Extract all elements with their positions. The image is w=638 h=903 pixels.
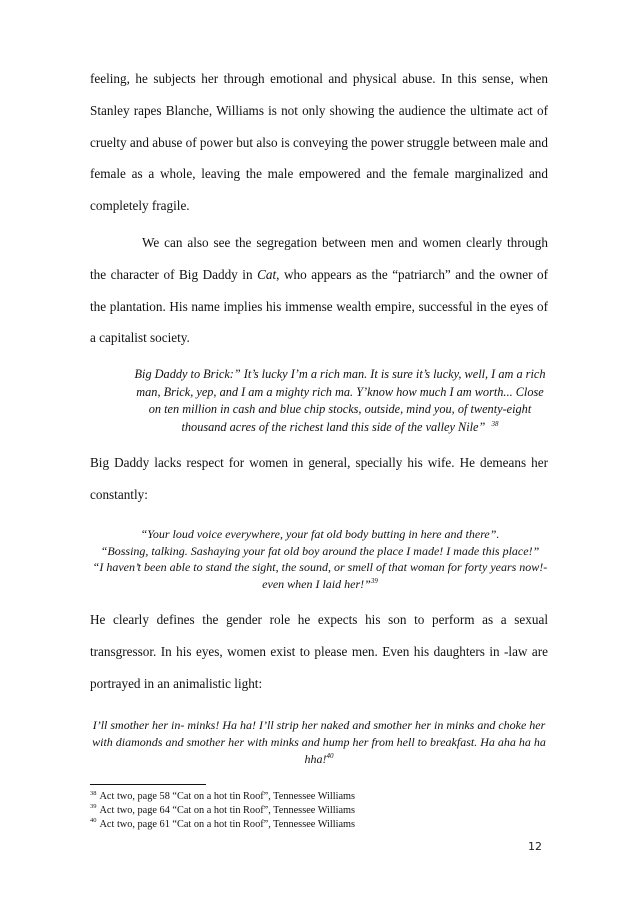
paragraph-lacks-respect (90, 447, 548, 511)
paragraph-lacks-respect-text: Big Daddy lacks respect for women in general, specially his wife. He demeans her constantly: (90, 455, 548, 502)
paragraph-gender-role (90, 604, 548, 699)
paragraph-abuse-text: feeling, he subjects her through emotional and physical abuse. In this sense, when Stanley rapes Blanche, Williams is not only showing the audience the ultimate act of cruelty and abuse of power but also is conveying the power struggle between male and female as a whole, leaving the male empowered and the female marginalized and completely fragile. (90, 71, 548, 214)
play-title-cat: Cat (257, 266, 277, 282)
paragraph-gender-role-text: He clearly defines the gender role he expects his son to perform as a sexual transgressor. In his eyes, women exist to please men. Even his daughters in -law are portrayed in an animalistic light: (90, 612, 548, 691)
footnote-ref-38: 38 (491, 419, 499, 428)
block-quote-minks (90, 717, 548, 768)
footnote-separator (90, 784, 206, 785)
footnote-38 (90, 790, 490, 804)
footnote-39 (90, 804, 490, 818)
footnote-number: 39 (90, 803, 97, 811)
quote-line-bossing: “Bossing, talking. Sashaying your fat old boy around the place I made! I made this place!” (100, 543, 540, 558)
footnote-text: Act two, page 58 “Cat on a hot tin Roof”, Tennessee Williams (99, 791, 356, 802)
footnote-text: Act two, page 64 “Cat on a hot tin Roof”, Tennessee Williams (99, 804, 356, 816)
block-quote-rich-man (130, 366, 550, 436)
paragraph-big-daddy-text-a: We can also see the segregation between men and women clearly through the character of Big Daddy in (90, 235, 548, 282)
quote-line-loud-voice: “Your loud voice everywhere, your fat old body butting in here and there”. (140, 527, 500, 541)
footnotes (90, 790, 490, 831)
footnote-number: 40 (90, 817, 97, 825)
block-quote-rich-man-text: Big Daddy to Brick:” It’s lucky I’m a rich man. It is sure it’s lucky, well, I am a rich man, Brick, yep, and I am a mighty rich ma. Y’know how much I am worth... Close on ten million in cash and blue chip stocks, outside, mind you, of twenty-eight thousand acres of the richest land this side of the valley Nile” (134, 367, 546, 434)
footnote-40 (90, 818, 490, 832)
block-quote-loud-voice (92, 526, 548, 592)
paragraph-big-daddy-text-b: , who appears as the “patriarch” and the owner of the plantation. His name implies his immense wealth empire, successful in the eyes of a capitalist society. (90, 266, 548, 346)
footnote-text: Act two, page 61 “Cat on a hot tin Roof”, Tennessee Williams (99, 818, 356, 830)
block-quote-minks-text: I’ll smother her in- minks! Ha ha! I’ll strip her naked and smother her in minks and choke her with diamonds and smother her with minks and hump her from hell to breakfast. Ha aha ha ha hha! (92, 718, 546, 766)
footnote-ref-40: 40 (326, 752, 334, 760)
paragraph-big-daddy (90, 227, 548, 354)
quote-line-sight-sound: “I haven’t been able to stand the sight, the sound, or smell of that woman for forty years now!- even when I laid her!” (92, 560, 548, 591)
page-number: 12 (528, 840, 542, 853)
paragraph-abuse (90, 63, 548, 222)
footnote-number: 38 (90, 789, 97, 797)
footnote-ref-39: 39 (370, 576, 378, 585)
